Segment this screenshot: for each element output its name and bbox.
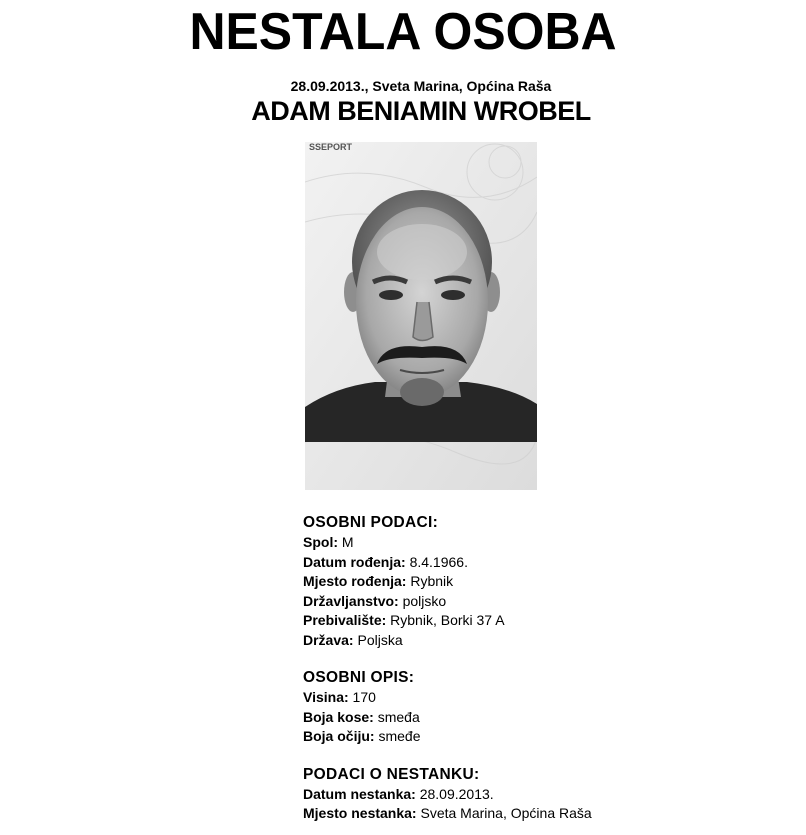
row-label: Državljanstvo: <box>303 592 399 609</box>
personal-description-heading: OSOBNI OPIS: <box>303 669 415 686</box>
personal-data-row <box>303 631 783 651</box>
row-value: Sveta Marina, Općina Raša <box>420 805 592 821</box>
row-value: 170 <box>352 689 376 705</box>
row-value: M <box>341 534 354 550</box>
row-value: 8.4.1966. <box>409 553 468 570</box>
disappearance-row <box>303 804 783 824</box>
disappearance-heading: PODACI O NESTANKU: <box>303 765 480 783</box>
description-row <box>303 688 783 708</box>
row-value: Rybnik <box>410 573 454 589</box>
person-photo <box>305 142 537 490</box>
poster-subtitle: 28.09.2013., Sveta Marina, Općina Raša <box>290 78 552 94</box>
personal-data-heading: OSOBNI PODACI: <box>303 514 439 531</box>
row-value: 28.09.2013. <box>419 785 494 802</box>
row-label: Visina: <box>303 689 349 705</box>
row-value: smeđa <box>377 708 420 725</box>
disappearance-row <box>303 785 783 805</box>
poster-title: NESTALA OSOBA <box>189 3 617 61</box>
row-label: Datum rođenja: <box>303 553 406 570</box>
row-value: Rybnik, Borki 37 A <box>390 612 505 628</box>
row-label: Spol: <box>303 534 338 550</box>
row-label: Boja kose: <box>303 708 374 725</box>
personal-data-row <box>303 533 783 553</box>
row-label: Prebivalište: <box>303 612 387 628</box>
description-row <box>303 708 783 728</box>
row-label: Mjesto nestanka: <box>303 805 417 821</box>
row-value: Poljska <box>357 631 403 648</box>
personal-data-row <box>303 572 783 592</box>
person-name: ADAM BENIAMIN WROBEL <box>251 96 591 126</box>
personal-data-row <box>303 611 783 631</box>
description-row <box>303 727 783 747</box>
row-value: poljsko <box>402 592 447 609</box>
personal-data-row <box>303 592 783 612</box>
row-label: Mjesto rođenja: <box>303 573 407 589</box>
passport-label: SSEPORT <box>309 142 353 152</box>
details-block <box>303 513 783 824</box>
row-value: smeđe <box>378 728 421 744</box>
row-label: Boja očiju: <box>303 728 375 744</box>
row-label: Država: <box>303 631 354 648</box>
row-label: Datum nestanka: <box>303 785 416 802</box>
personal-data-row <box>303 553 783 573</box>
